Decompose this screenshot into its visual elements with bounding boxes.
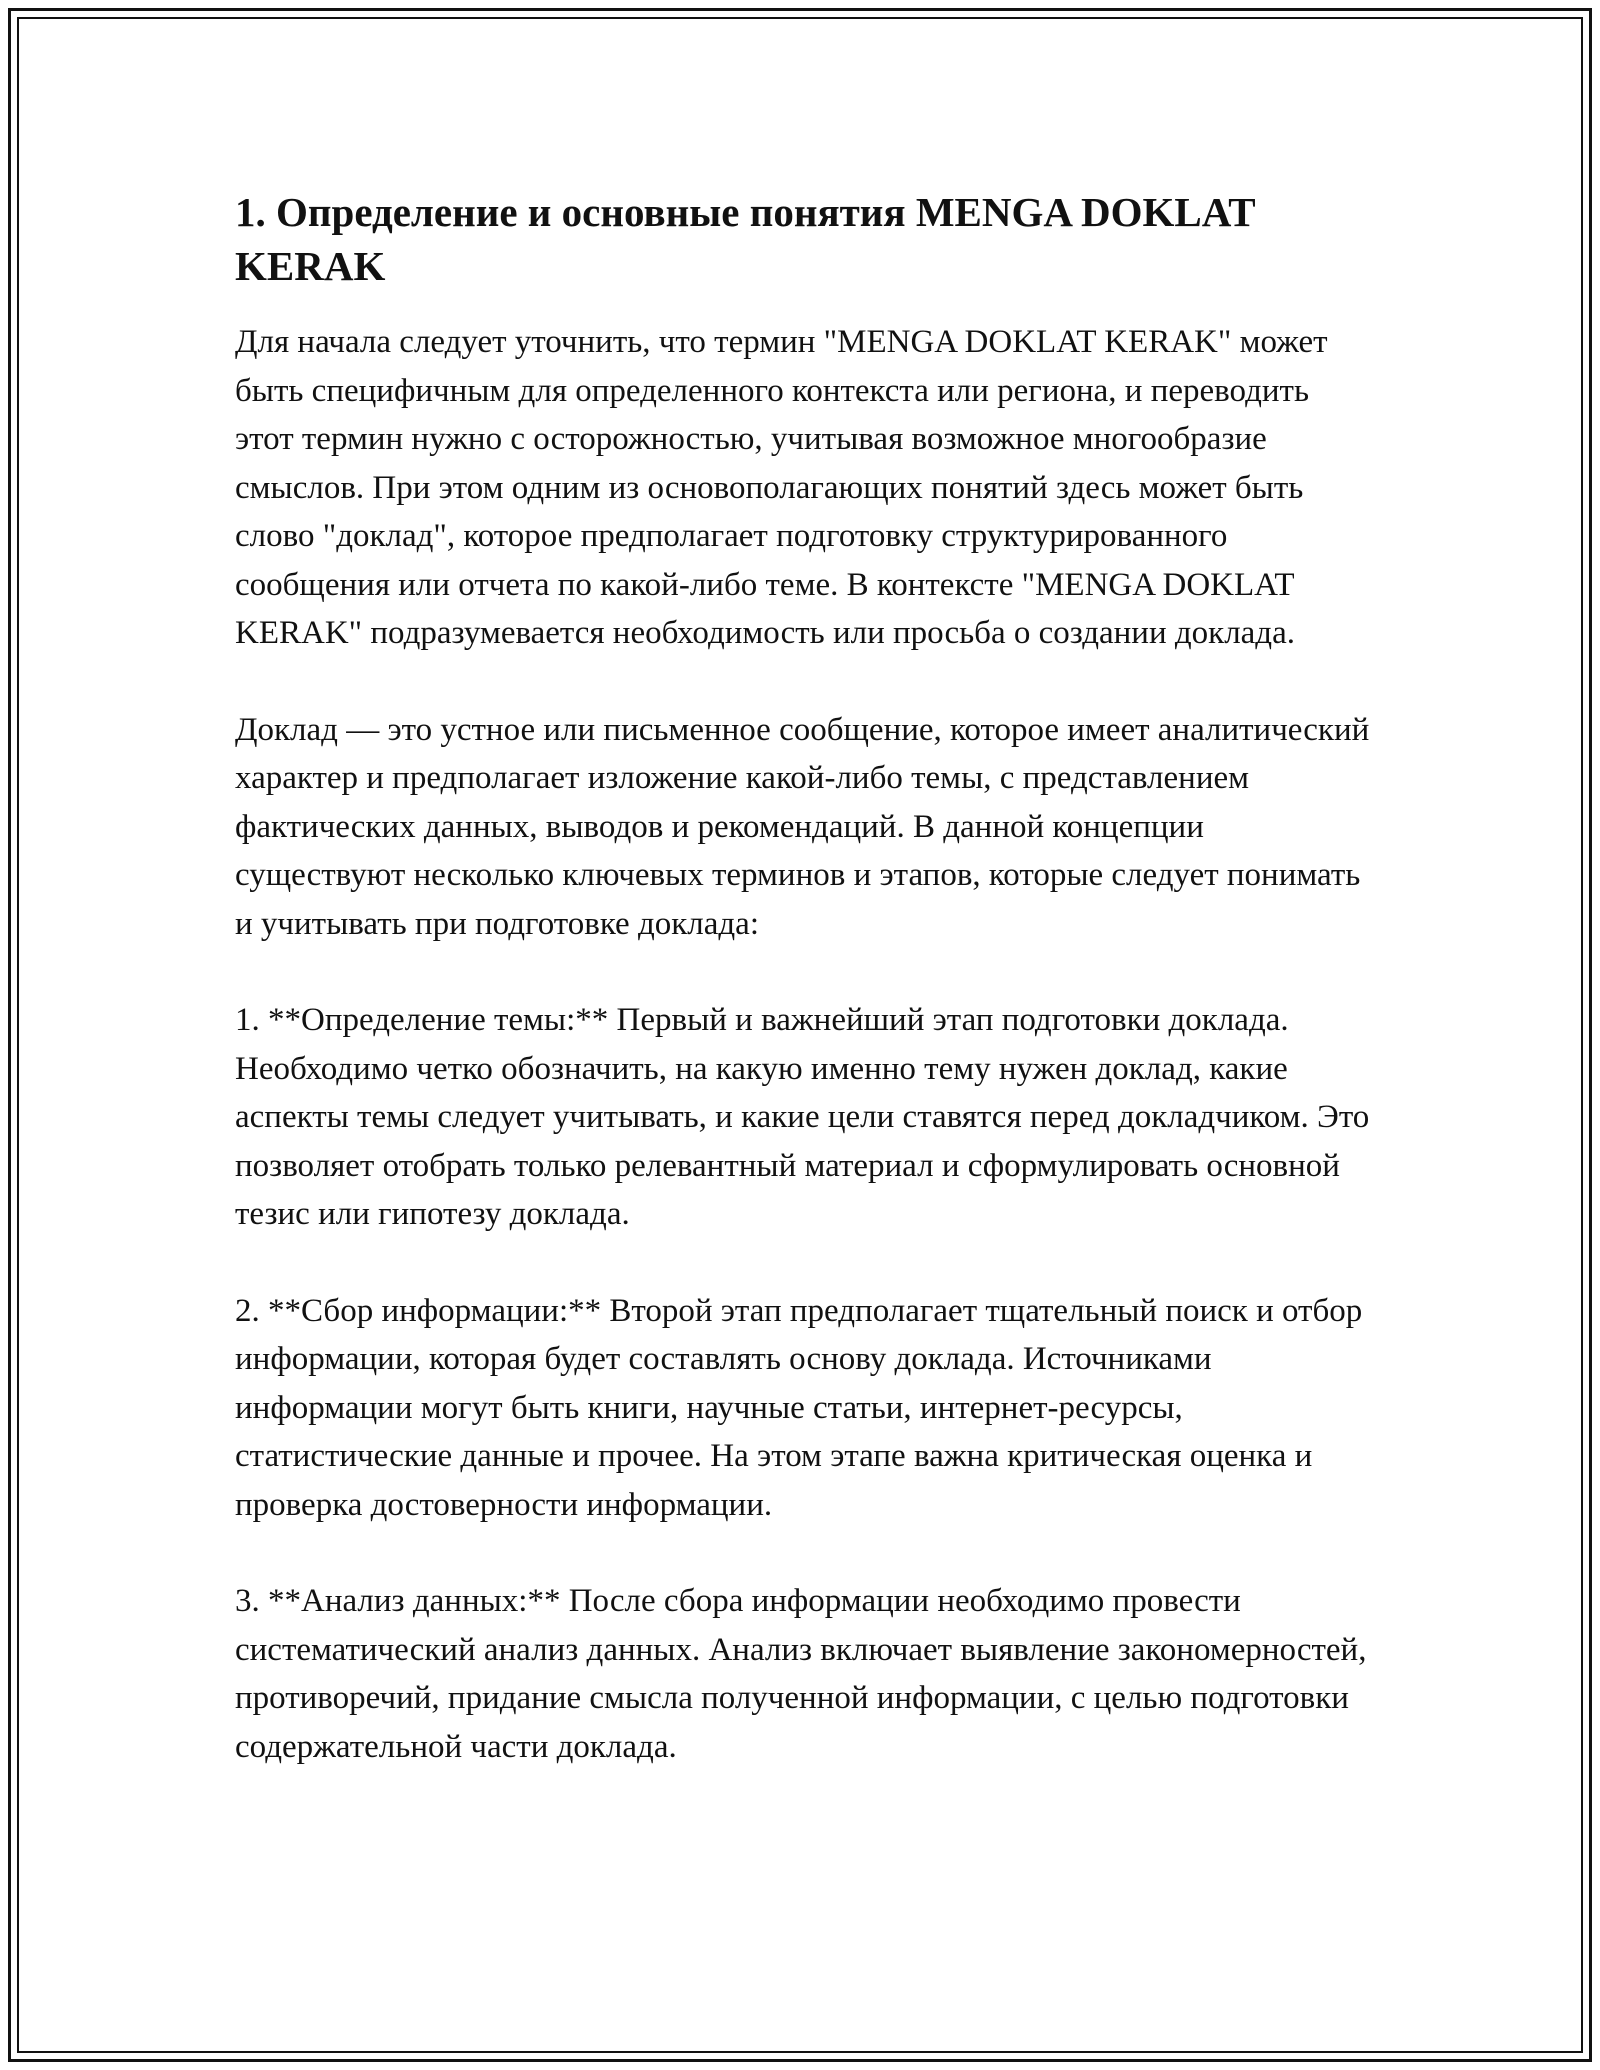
paragraph-definition: Доклад — это устное или письменное сообщение, которое имеет аналитический характер и предполагает изложение какой-либо темы, с представлением фактических данных, выводов и рекомендаций. В данной концепции существуют несколько ключевых терминов и этапов, которые следует понимать и учитывать при подготовке доклада: [235,711,1370,942]
document-body [235,185,1375,1819]
list-item-collection: 2. **Сбор информации:** Второй этап предполагает тщательный поиск и отбор информации, которая будет составлять основу доклада. Источниками информации могут быть книги, научные статьи, интернет-ресурсы, статистические данные и прочее. На этом этапе важна критическая оценка и проверка достоверности информации. [235,1292,1363,1523]
list-item-topic: 1. **Определение темы:** Первый и важнейший этап подготовки доклада. Необходимо четко обозначить, на какую именно тему нужен доклад, какие аспекты темы следует учитывать, и какие цели ставятся перед докладчиком. Это позволяет отобрать только релевантный материал и сформулировать основной тезис или гипотезу доклада. [235,1002,1370,1232]
paragraph-intro: Для начала следует уточнить, что термин "MENGA DOKLAT KERAK" может быть специфичным для определенного контекста или региона, и переводить этот термин нужно с осторожностью, учитывая возможное многообразие смыслов. При этом одним из основополагающих понятий здесь может быть слово "доклад", которое предполагает подготовку структурированного сообщения или отчета по какой-либо теме. В контексте "MENGA DOKLAT KERAK" подразумевается необходимость или просьба о создании доклада. [235,324,1328,651]
section-heading: 1. Определение и основные понятия MENGA DOKLAT KERAK [235,189,1255,289]
list-item-analysis: 3. **Анализ данных:** После сбора информации необходимо провести систематический анализ данных. Анализ включает выявление закономерностей, противоречий, придание смысла полученной информации, с целью подготовки содержательной части доклада. [235,1583,1367,1765]
